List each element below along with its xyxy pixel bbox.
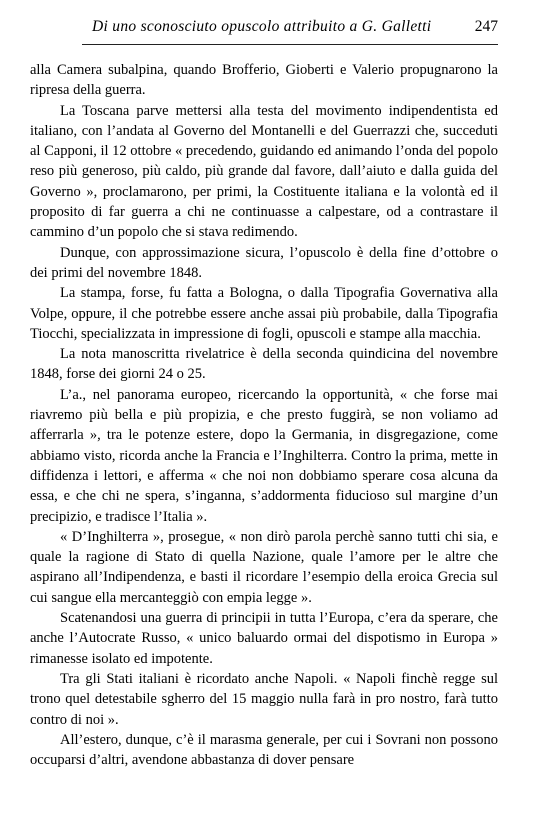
paragraph: Dunque, con approssimazione sicura, l’opuscolo è della fine d’ottobre o dei primi del novembre 1848.: [30, 244, 498, 281]
paragraph: « D’Inghilterra », prosegue, « non dirò parola perchè sanno tutti chi sia, e quale la ragione di Stato di quella Nazione, quale l’amore per le altre che aspirano all’Indipendenza, e basti il ricordare l’esempio della eroica Grecia sul cui sangue ella mercanteggiò con empia legge ».: [30, 528, 498, 606]
page-number: 247: [474, 18, 498, 35]
body-text: [30, 60, 498, 770]
paragraph: All’estero, dunque, c’è il marasma generale, per cui i Sovrani non possono occuparsi d’altri, avendone abbastanza di dover pensare: [30, 731, 498, 769]
paragraph: La nota manoscritta rivelatrice è della seconda quindicina del novembre 1848, forse dei giorni 24 o 25.: [30, 346, 498, 383]
paragraph: La Toscana parve mettersi alla testa del movimento indipendentista ed italiano, con l’andata al Governo del Montanelli e del Guerrazzi che, succeduti al Capponi, il 12 ottobre « precedendo, guidando ed animando l’onda del popolo reso più generoso, più caldo, più grande dal favore, dall’aiuto e dalla guida del Governo », proclamarono, per primi, la Costituente italiana e la volontà ed il proposito di far guerra a chi ne continuasse a calpestare, od a contrastare il cammino d’un popolo che si stava redimendo.: [30, 102, 498, 241]
running-title: Di uno sconosciuto opuscolo attribuito a G. Galletti: [92, 18, 432, 35]
paragraph: Tra gli Stati italiani è ricordato anche Napoli. « Napoli finchè regge sul trono quel detestabile sgherro del 15 maggio nulla farà in pro nostro, farà tutto contro di noi ».: [30, 670, 498, 728]
page-header: [82, 18, 498, 45]
paragraph: alla Camera subalpina, quando Brofferio, Gioberti e Valerio propugnarono la ripresa della guerra.: [30, 62, 498, 99]
paragraph: Scatenandosi una guerra di principii in tutta l’Europa, c’era da sperare, che anche l’Autocrate Russo, « unico baluardo ormai del dispotismo in Europa » rimanesse isolato ed impotente.: [30, 610, 498, 667]
paragraph: La stampa, forse, fu fatta a Bologna, o dalla Tipografia Governativa alla Volpe, oppure, il che potrebbe essere anche assai più probabile, dalla Tipografia Tiocchi, specializzata in impressione di fogli, opuscoli e stampe alla macchia.: [30, 285, 498, 342]
paragraph: L’a., nel panorama europeo, ricercando la opportunità, « che forse mai riavremo più bella e più propizia, e che presto fuggirà, se non voliamo ad afferrarla », tra le potenze estere, dopo la Germania, in disgregazione, come abbiamo visto, ricorda anche la Francia e l’Inghilterra. Contro la prima, mette in diffidenza i lettori, e afferma « che noi non dobbiamo sperare cosa alcuna da essa, e che chi ne spera, s’inganna, s’addormenta fiducioso sul margine d’un precipizio, e tradisce l’Italia ».: [30, 386, 498, 525]
